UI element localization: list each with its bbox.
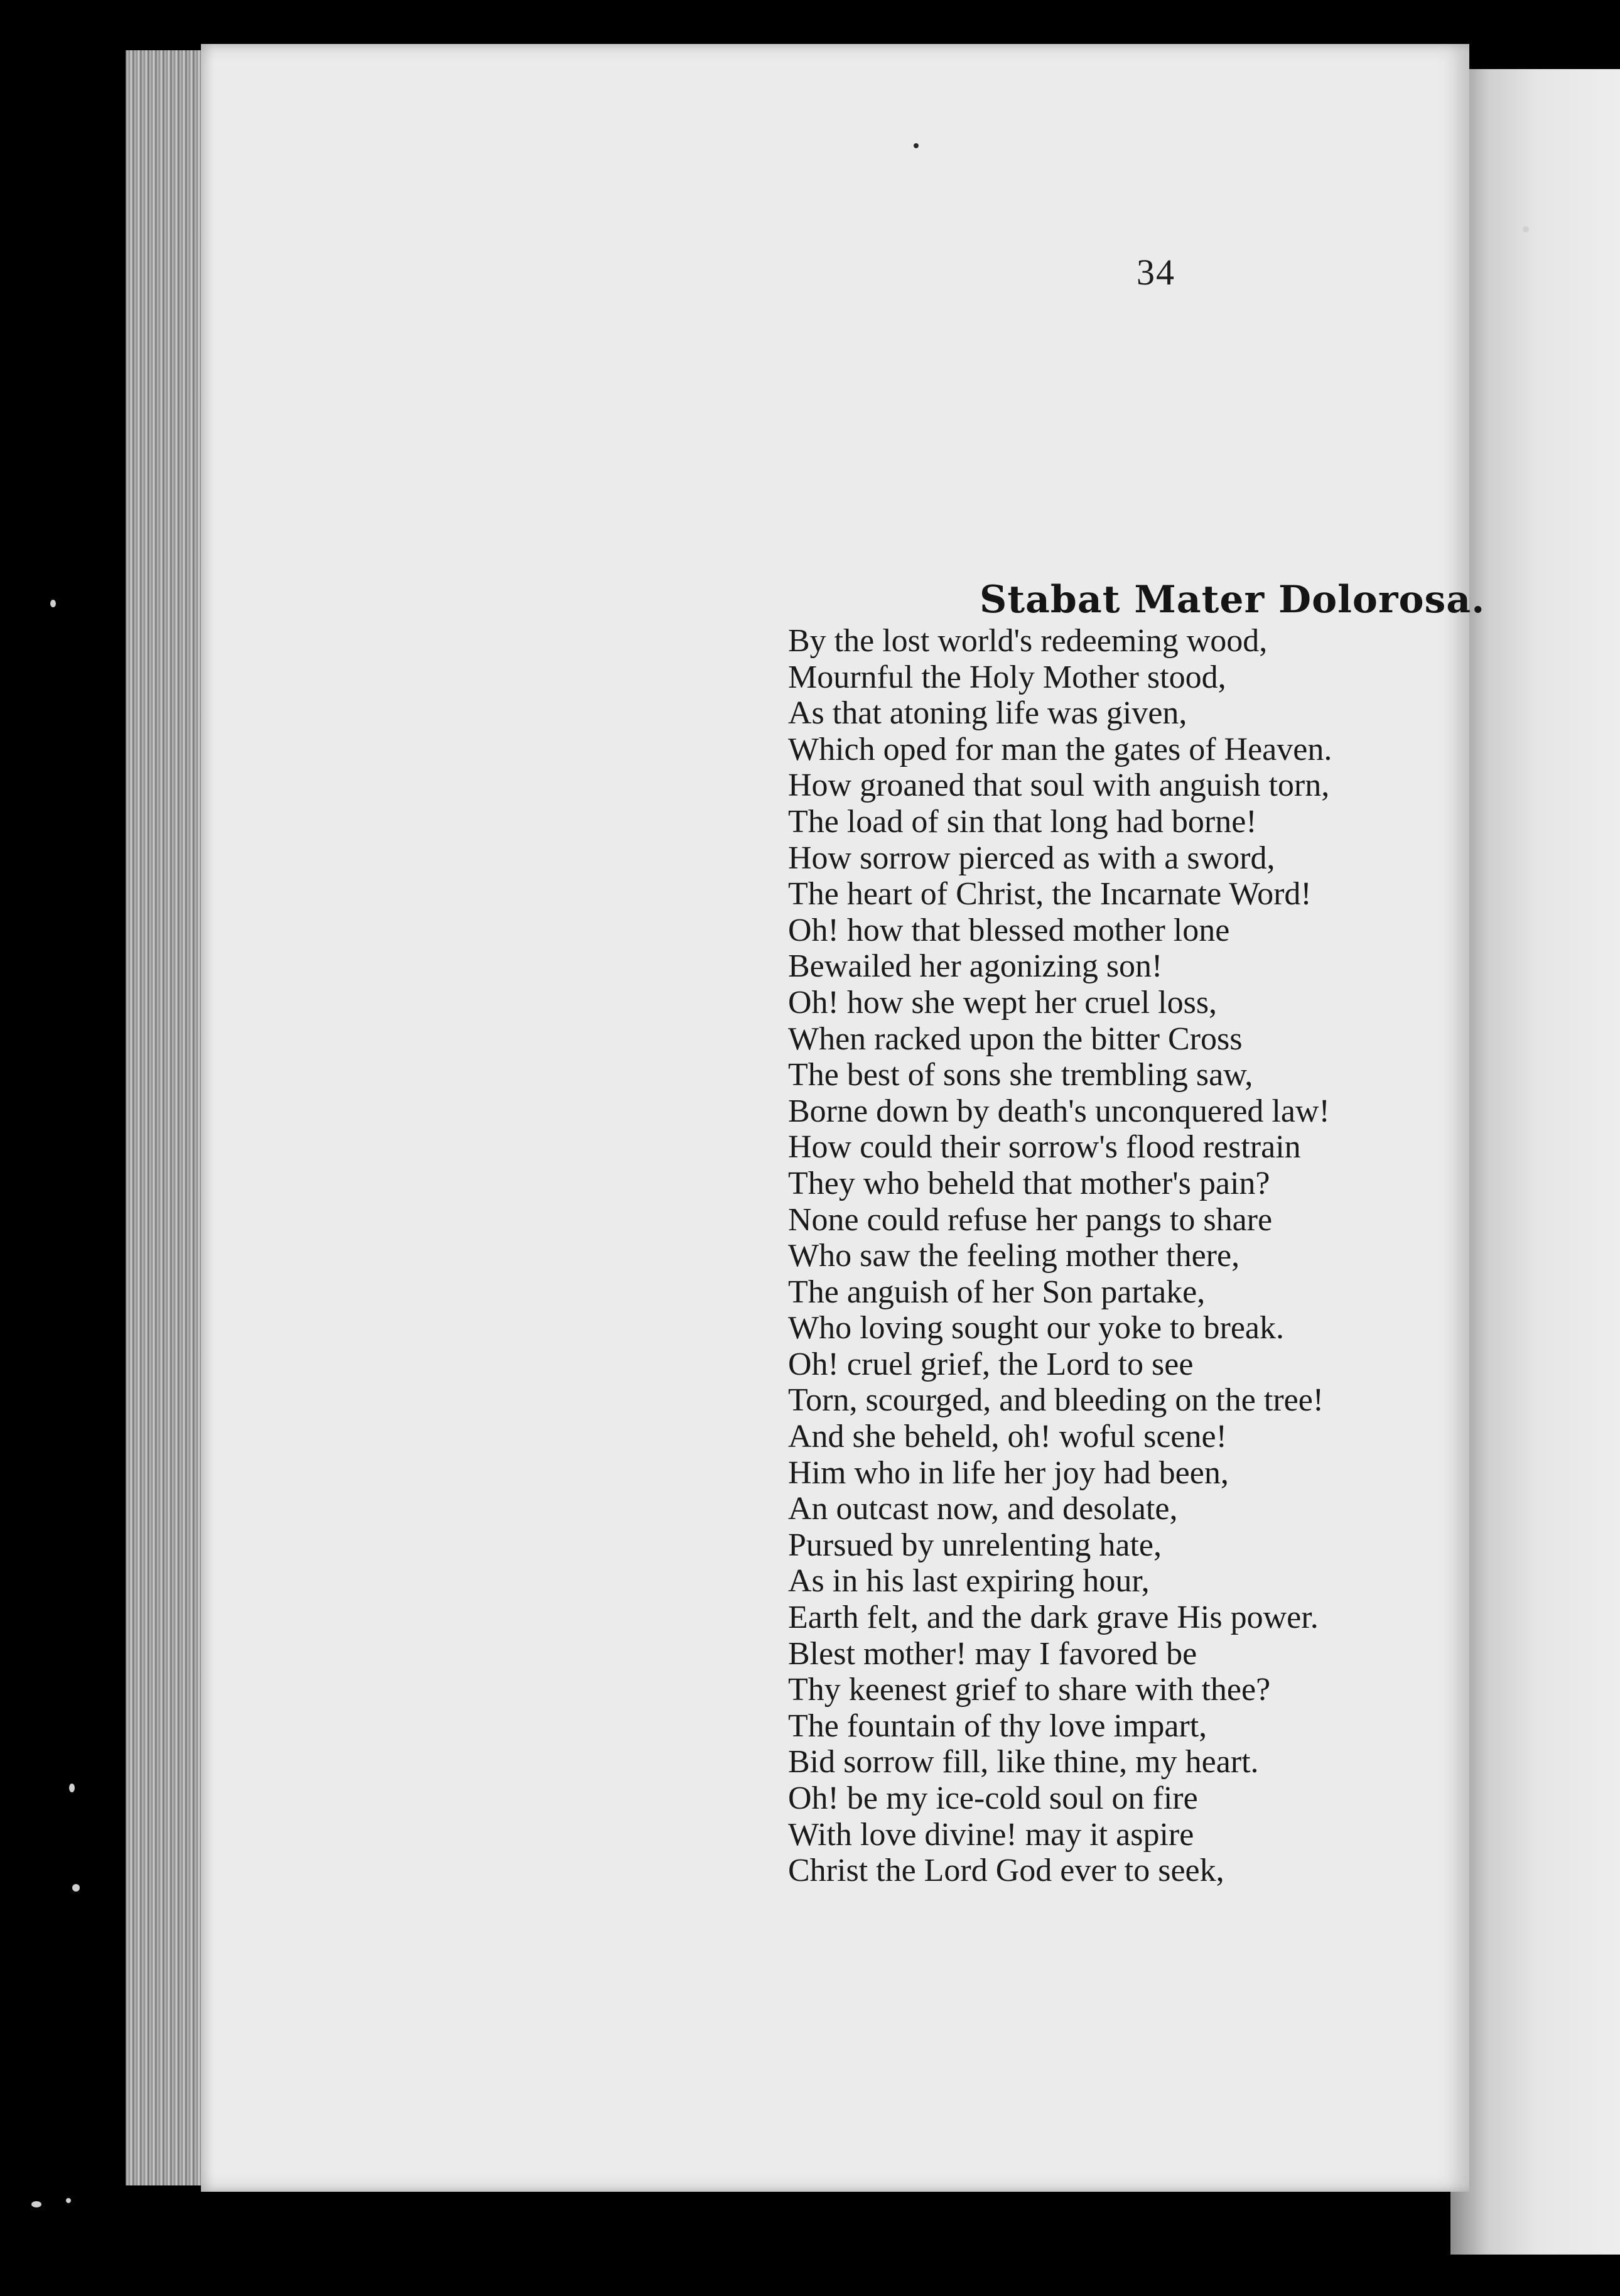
poem-line: The load of sin that long had borne! [788,803,1257,840]
poem-line: As in his last expiring hour, [788,1563,1150,1600]
dust-speck [69,1784,75,1792]
poem-line: As that atoning life was given, [788,695,1187,732]
poem-line: Who loving sought our yoke to break. [788,1310,1284,1346]
poem-line: Christ the Lord God ever to seek, [788,1853,1224,1889]
poem-line: Pursued by unrelenting hate, [788,1527,1162,1563]
dust-speck [914,143,919,148]
poem-line: Oh! how that blessed mother lone [788,912,1230,948]
dust-speck [66,2198,71,2203]
poem-line: Oh! be my ice-cold soul on fire [788,1780,1198,1816]
poem-line: Bid sorrow fill, like thine, my heart. [788,1744,1259,1780]
poem-line: How groaned that soul with anguish torn, [788,767,1330,804]
poem-line: The anguish of her Son partake, [788,1274,1206,1310]
poem-line: With love divine! may it aspire [788,1816,1194,1853]
poem-line: By the lost world's redeeming wood, [788,623,1268,659]
poem-line: Earth felt, and the dark grave His power. [788,1600,1319,1636]
poem-line: How sorrow pierced as with a sword, [788,840,1275,876]
poem-line: Oh! how she wept her cruel loss, [788,984,1218,1021]
poem-line: And she beheld, oh! woful scene! [788,1419,1227,1455]
poem-line: Torn, scourged, and bleeding on the tree! [788,1382,1324,1419]
poem-line: The best of sons she trembling saw, [788,1057,1253,1093]
poem-line: Which oped for man the gates of Heaven. [788,731,1332,767]
poem-title: Stabat Mater Dolorosa. [980,578,1486,622]
poem-line: When racked upon the bitter Cross [788,1021,1243,1057]
dust-speck [50,600,56,607]
poem-line: Oh! cruel grief, the Lord to see [788,1346,1194,1382]
poem-line: None could refuse her pangs to share [788,1201,1273,1238]
poem-line: Blest mother! may I favored be [788,1635,1197,1672]
dust-speck [1523,226,1529,232]
poem-line: They who beheld that mother's pain? [788,1165,1270,1201]
poem-line: An outcast now, and desolate, [788,1491,1178,1527]
dust-speck [72,1884,80,1892]
poem-line: The heart of Christ, the Incarnate Word! [788,876,1312,912]
poem-body [788,623,1542,1889]
page-number: 34 [1137,252,1175,293]
poem-line: Thy keenest grief to share with thee? [788,1672,1271,1708]
poem-line: Mournful the Holy Mother stood, [788,659,1226,695]
poem-line: How could their sorrow's flood restrain [788,1129,1301,1166]
poem-line: The fountain of thy love impart, [788,1708,1207,1744]
poem-line: Him who in life her joy had been, [788,1454,1229,1491]
dust-speck [31,2201,41,2207]
poem-line: Bewailed her agonizing son! [788,948,1163,985]
poem-line: Who saw the feeling mother there, [788,1238,1240,1274]
book-page [201,44,1486,2192]
poem-line: Borne down by death's unconquered law! [788,1093,1330,1129]
